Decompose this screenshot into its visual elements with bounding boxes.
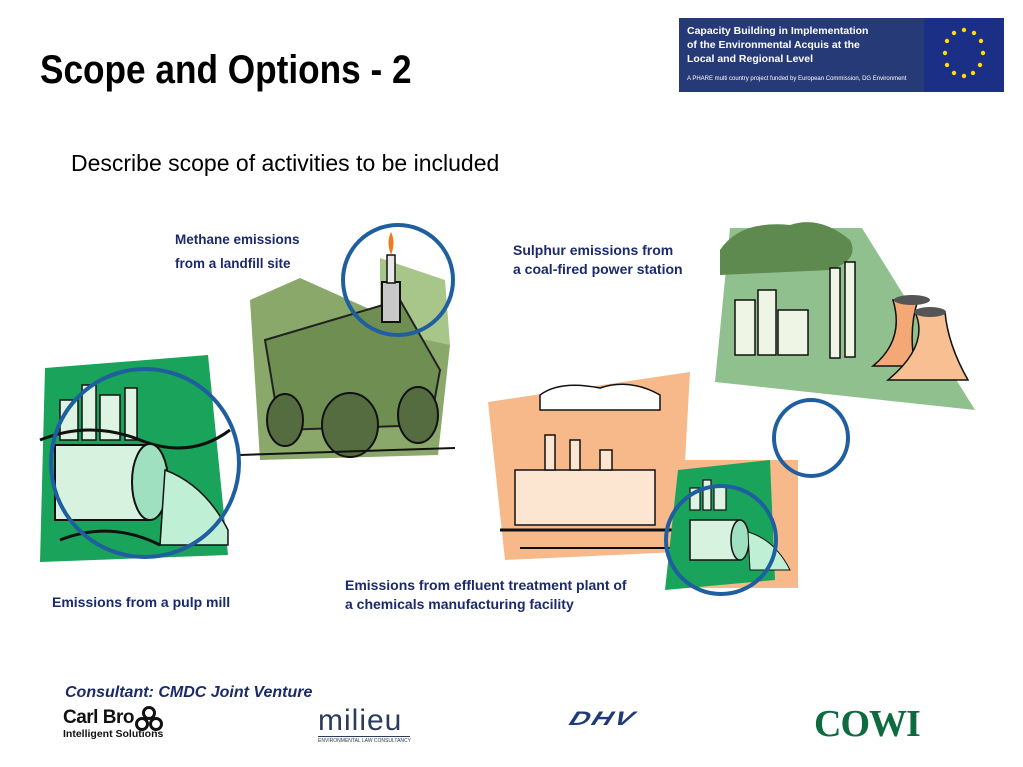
effluent-outfall-illustration [665, 460, 798, 590]
carl-bro-logo-name: Carl Bro [63, 707, 134, 728]
dhv-logo-text: DHV [566, 707, 640, 729]
caption-line: Emissions from effluent treatment plant of [345, 577, 627, 593]
caption-line: from a landfill site [175, 256, 291, 271]
milieu-logo-tagline: ENVIRONMENTAL LAW CONSULTANCY [318, 738, 411, 744]
caption-pulp-mill [52, 593, 230, 612]
caption-landfill [175, 228, 300, 276]
chemical-plant-illustration [488, 372, 690, 560]
slide-title: Scope and Options - 2 [40, 48, 412, 92]
dhv-logo [566, 707, 678, 740]
power-station-illustration [715, 222, 975, 410]
cowi-logo [814, 704, 924, 744]
caption-chemicals [345, 576, 627, 614]
banner-title-line: Local and Regional Level [687, 53, 814, 65]
cowi-logo-text: COWI [814, 703, 920, 745]
banner-title-line: Capacity Building in Implementation [687, 25, 869, 37]
caption-line: a coal-fired power station [513, 261, 683, 277]
banner-subtitle: A PHARE multi country project funded by European Commission, DG Environment [687, 76, 907, 82]
caption-line: Emissions from a pulp mill [52, 594, 231, 610]
carl-bro-symbol-icon [135, 706, 163, 732]
slide-subtitle: Describe scope of activities to be included [71, 150, 500, 176]
carl-bro-logo [63, 708, 163, 748]
banner-title-line: of the Environmental Acquis at the [687, 39, 860, 51]
milieu-logo [318, 706, 410, 746]
caption-line: Methane emissions [175, 232, 300, 247]
milieu-logo-text: milieu [318, 704, 403, 737]
caption-power-station [513, 241, 683, 279]
caption-line: Sulphur emissions from [513, 242, 674, 258]
carl-bro-logo-tagline: Intelligent Solutions [63, 728, 164, 740]
consultant-label: Consultant: CMDC Joint Venture [65, 684, 313, 701]
caption-line: a chemicals manufacturing facility [345, 596, 574, 612]
power-station-highlight-circle [774, 400, 848, 476]
